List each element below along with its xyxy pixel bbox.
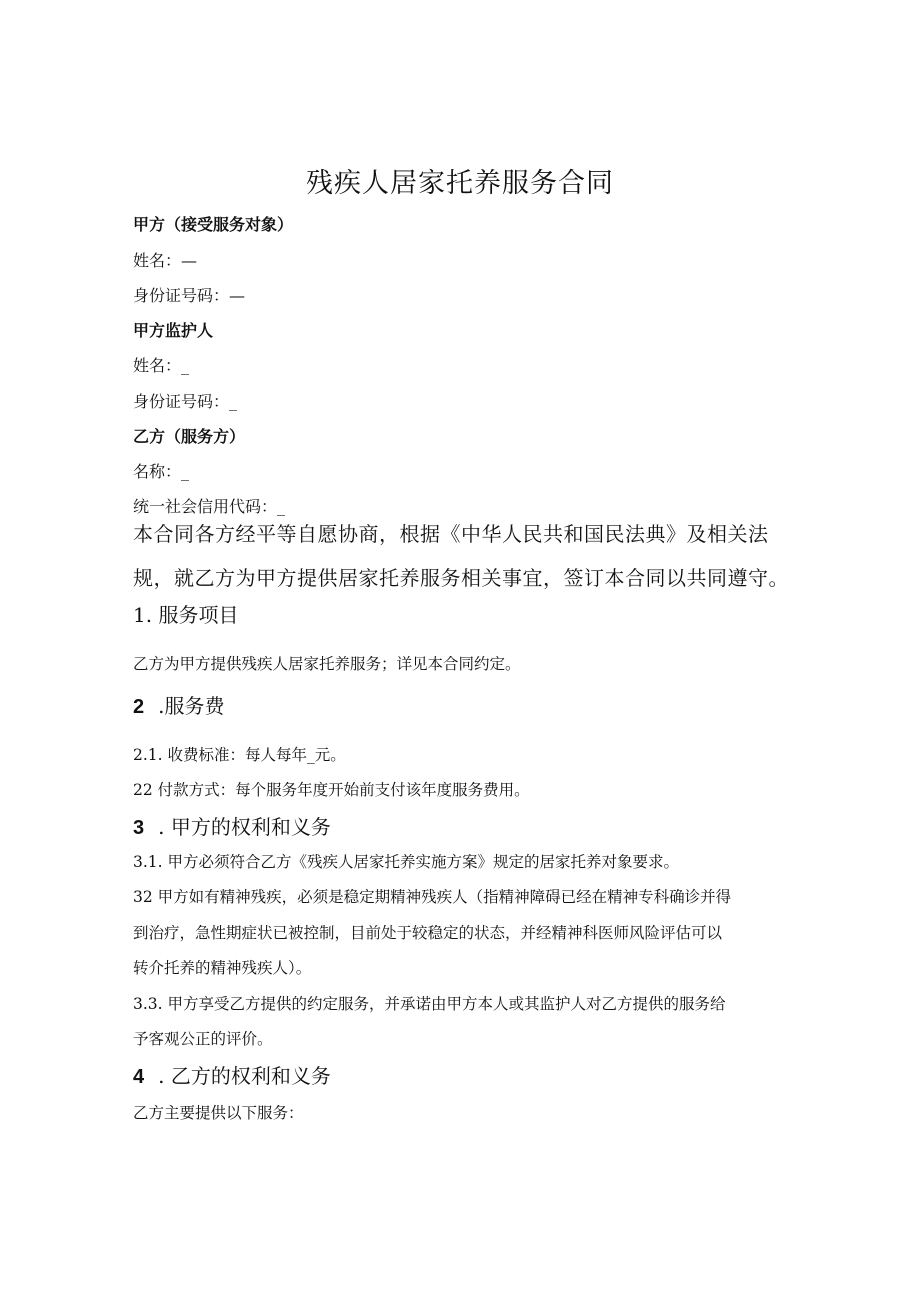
section-4-heading [133,1062,331,1091]
section-3-2-line-2: 到治疗，急性期症状已被控制，目前处于较稳定的状态，并经精神科医师风险评估可以 [133,924,723,942]
section-4-title: . 乙方的权利和义务 [158,1064,331,1088]
party-a-heading: 甲方（接受服务对象） [133,215,294,234]
section-1-text: 乙方为甲方提供残疾人居家托养服务；详见本合同约定。 [133,655,521,673]
section-4-text: 乙方主要提供以下服务： [133,1104,304,1122]
intro-line-1: 本合同各方经平等自愿协商，根据《中华人民共和国民法典》及相关法 [133,522,769,546]
section-3-heading [133,813,331,842]
contract-title: 残疾人居家托养服务合同 [306,168,614,199]
party-b-credit-code: 统一社会信用代码：_ [133,497,286,516]
section-3-1: 3.1. 甲方必须符合乙方《残疾人居家托养实施方案》规定的居家托养对象要求。 [133,853,680,871]
section-2-number: 2 [133,696,145,718]
section-2-2: 22 付款方式：每个服务年度开始前支付该年度服务费用。 [133,781,530,799]
section-3-2-line-1: 32 甲方如有精神残疾，必须是稳定期精神残疾人（指精神障碍已经在精神专科确诊并得 [133,888,732,906]
section-2-title: .服务费 [158,694,225,718]
guardian-id-number: 身份证号码：_ [133,392,238,411]
section-2-heading [133,692,224,721]
guardian-name: 姓名：_ [133,356,190,375]
section-3-3-line-1: 3.3. 甲方享受乙方提供的约定服务，并承诺由甲方本人或其监护人对乙方提供的服务给 [133,995,726,1013]
party-a-id-number: 身份证号码：— [133,286,246,305]
section-3-3-line-2: 予客观公正的评价。 [133,1030,273,1048]
section-4-number: 4 [133,1066,145,1088]
section-3-title: . 甲方的权利和义务 [158,815,331,839]
party-a-name: 姓名：— [133,251,198,270]
section-1-title: 1. 服务项目 [133,603,239,627]
intro-line-2: 规，就乙方为甲方提供居家托养服务相关事宜，签订本合同以共同遵守。 [133,566,789,590]
section-3-2-line-3: 转介托养的精神残疾人）。 [133,959,312,977]
party-b-name: 名称：_ [133,462,190,481]
party-b-heading: 乙方（服务方） [133,427,246,446]
section-2-1: 2.1. 收费标准：每人每年_元。 [133,746,346,764]
guardian-heading: 甲方监护人 [133,321,214,340]
section-3-number: 3 [133,817,145,839]
